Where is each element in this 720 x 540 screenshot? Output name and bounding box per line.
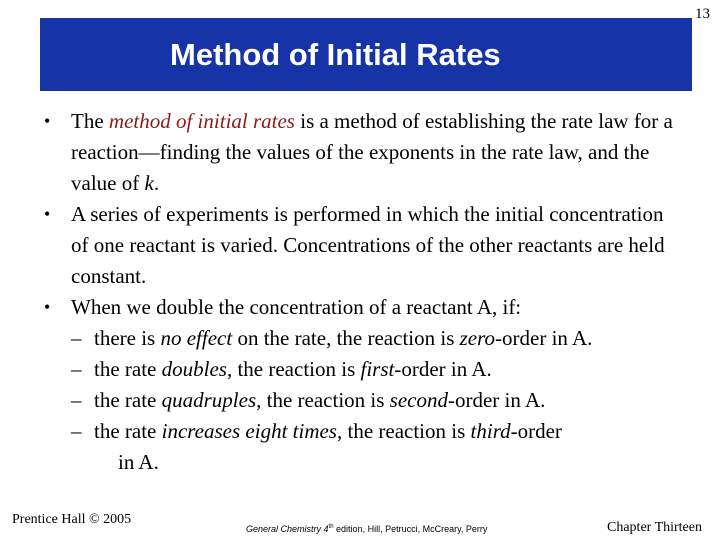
bullet-item: • The method of initial rates is a method of establishing the rate law for a reaction—finding the values of the exponents in the rate law, and the value of k.: [44, 106, 684, 199]
footer-citation: General Chemistry 4th edition, Hill, Petrucci, McCreary, Perry: [246, 524, 488, 534]
bullet-dot: •: [44, 204, 51, 224]
bullet-item: • When we double the concentration of a reactant A, if:: [44, 292, 684, 323]
sub-item: – the rate increases eight times, the reaction is third-order in A.: [44, 416, 684, 478]
bullet-dot: •: [44, 297, 51, 317]
bullet-item: • A series of experiments is performed in which the initial concentration of one reactant is varied. Concentrations of the other reactants are held constant.: [44, 199, 684, 292]
rate-constant-k: k: [144, 171, 154, 195]
slide-title: Method of Initial Rates: [170, 36, 501, 72]
footer-publisher: Prentice Hall © 2005: [12, 512, 132, 527]
bullet-dot: •: [44, 111, 51, 131]
sub-item: – there is no effect on the rate, the reaction is zero-order in A.: [44, 323, 684, 354]
sub-dash: –: [71, 388, 82, 412]
page-number: 13: [695, 6, 710, 22]
sub-dash: –: [71, 357, 82, 381]
title-bar: [40, 18, 692, 91]
sub-item: – the rate doubles, the reaction is first-order in A.: [44, 354, 684, 385]
sub-dash: –: [71, 419, 82, 443]
slide-content: [44, 106, 684, 478]
sub-dash: –: [71, 326, 82, 350]
highlight-term: method of initial rates: [108, 109, 295, 133]
footer-chapter: Chapter Thirteen: [607, 520, 702, 535]
sub-item: – the rate quadruples, the reaction is second-order in A.: [44, 385, 684, 416]
